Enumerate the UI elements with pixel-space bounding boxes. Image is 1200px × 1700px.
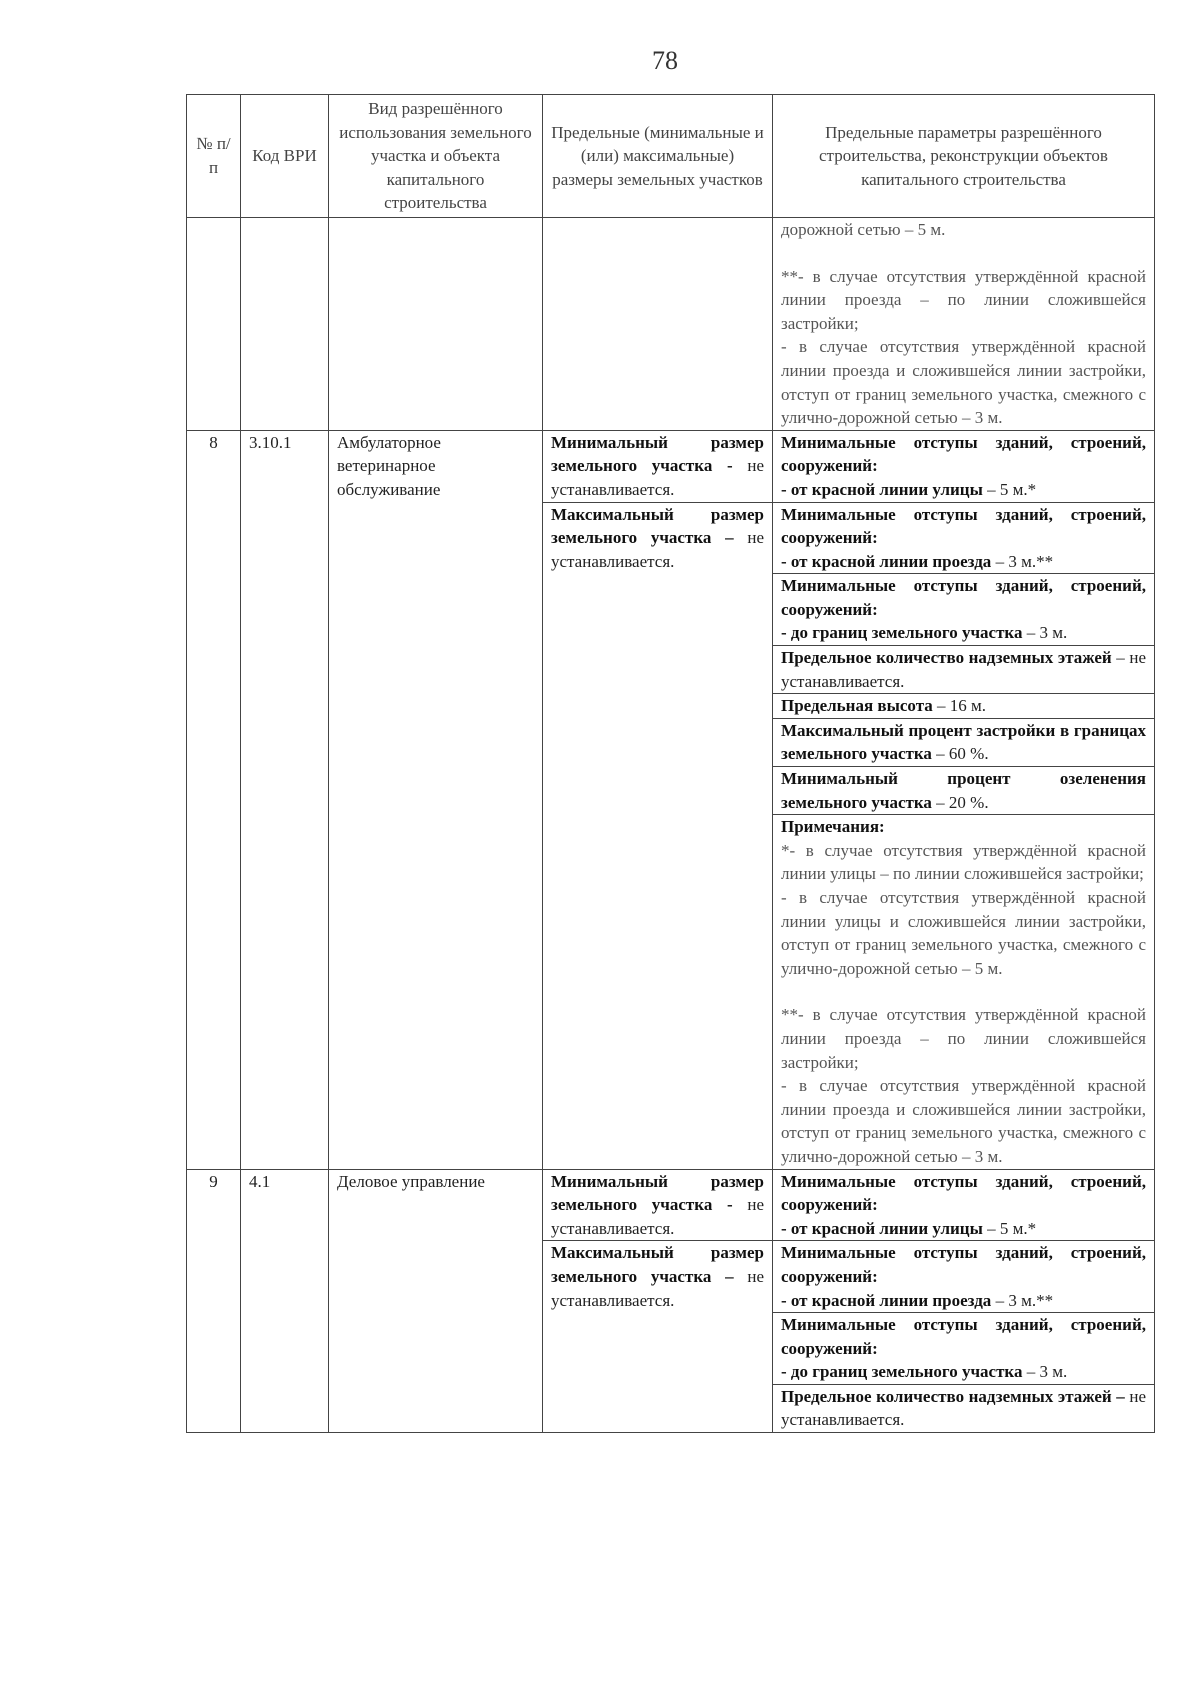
param-cell: Минимальные отступы зданий, строений, сооружений: - от красной линии проезда – 3 м.** bbox=[773, 1241, 1155, 1313]
param-cell: Минимальные отступы зданий, строений, сооружений: - от красной линии улицы – 5 м.* bbox=[773, 430, 1155, 502]
param-cell: Предельное количество надземных этажей – не устанавливается. bbox=[773, 646, 1155, 694]
min-size-cell: Минимальный размер земельного участка - не устанавливается. bbox=[543, 1169, 773, 1241]
row-number: 9 bbox=[187, 1169, 241, 1433]
row-code: 4.1 bbox=[241, 1169, 329, 1433]
row-number: 8 bbox=[187, 430, 241, 1169]
param-cell: Минимальный процент озеленения земельного участка – 20 %. bbox=[773, 767, 1155, 815]
param-cell: Предельное количество надземных этажей – не устанавливается. bbox=[773, 1384, 1155, 1432]
header-params: Предельные параметры разрешённого строительства, реконструкции объектов капитального строительства bbox=[773, 95, 1155, 218]
header-row bbox=[187, 95, 1155, 218]
regulations-table bbox=[186, 94, 1155, 1433]
param-cell: Минимальные отступы зданий, строений, сооружений: - от красной линии улицы – 5 м.* bbox=[773, 1169, 1155, 1241]
table-row bbox=[187, 1169, 1155, 1241]
header-size: Предельные (минимальные и (или) максимальные) размеры земельных участков bbox=[543, 95, 773, 218]
param-cell: Предельная высота – 16 м. bbox=[773, 694, 1155, 719]
continuation-row bbox=[187, 217, 1155, 430]
header-code: Код ВРИ bbox=[241, 95, 329, 218]
min-size-cell: Минимальный размер земельного участка - не устанавливается. bbox=[543, 430, 773, 502]
max-size-cell: Максимальный размер земельного участка – не устанавливается. bbox=[543, 1241, 773, 1433]
param-cell: Минимальные отступы зданий, строений, сооружений: - до границ земельного участка – 3 м. bbox=[773, 574, 1155, 646]
header-num: № п/п bbox=[187, 95, 241, 218]
row-type: Деловое управление bbox=[329, 1169, 543, 1433]
table-row bbox=[187, 430, 1155, 502]
page-number: 78 bbox=[652, 46, 678, 75]
param-cell: Минимальные отступы зданий, строений, сооружений: - до границ земельного участка – 3 м. bbox=[773, 1313, 1155, 1385]
param-cell: Минимальные отступы зданий, строений, сооружений: - от красной линии проезда – 3 м.** bbox=[773, 502, 1155, 574]
row-type: Амбулаторное ветеринарное обслуживание bbox=[329, 430, 543, 1169]
continuation-notes: дорожной сетью – 5 м. **- в случае отсутствия утверждённой красной линии проезда – по линии сложившейся застройки; - в случае отсутствия утверждённой красной линии проезда и сложившейся линии застройки, отступ от границ земельного участка, смежного с улично-дорожной сетью – 3 м. bbox=[773, 217, 1155, 430]
max-size-cell: Максимальный размер земельного участка – не устанавливается. bbox=[543, 502, 773, 1169]
param-cell: Максимальный процент застройки в границах земельного участка – 60 %. bbox=[773, 718, 1155, 766]
notes-cell: Примечания: *- в случае отсутствия утверждённой красной линии улицы – по линии сложившейся застройки; - в случае отсутствия утверждённой красной линии улицы и сложившейся линии застройки, отступ от границ земельного участка, смежного с улично-дорожной сетью – 5 м. **- в случае отсутствия утверждённой красной линии проезда – по линии сложившейся застройки; - в случае отсутствия утверждённой красной линии проезда и сложившейся линии застройки, отступ от границ земельного участка, смежного с улично-дорожной сетью – 3 м. bbox=[773, 815, 1155, 1169]
row-code: 3.10.1 bbox=[241, 430, 329, 1169]
header-type: Вид разрешённого использования земельного участка и объекта капитального строительства bbox=[329, 95, 543, 218]
